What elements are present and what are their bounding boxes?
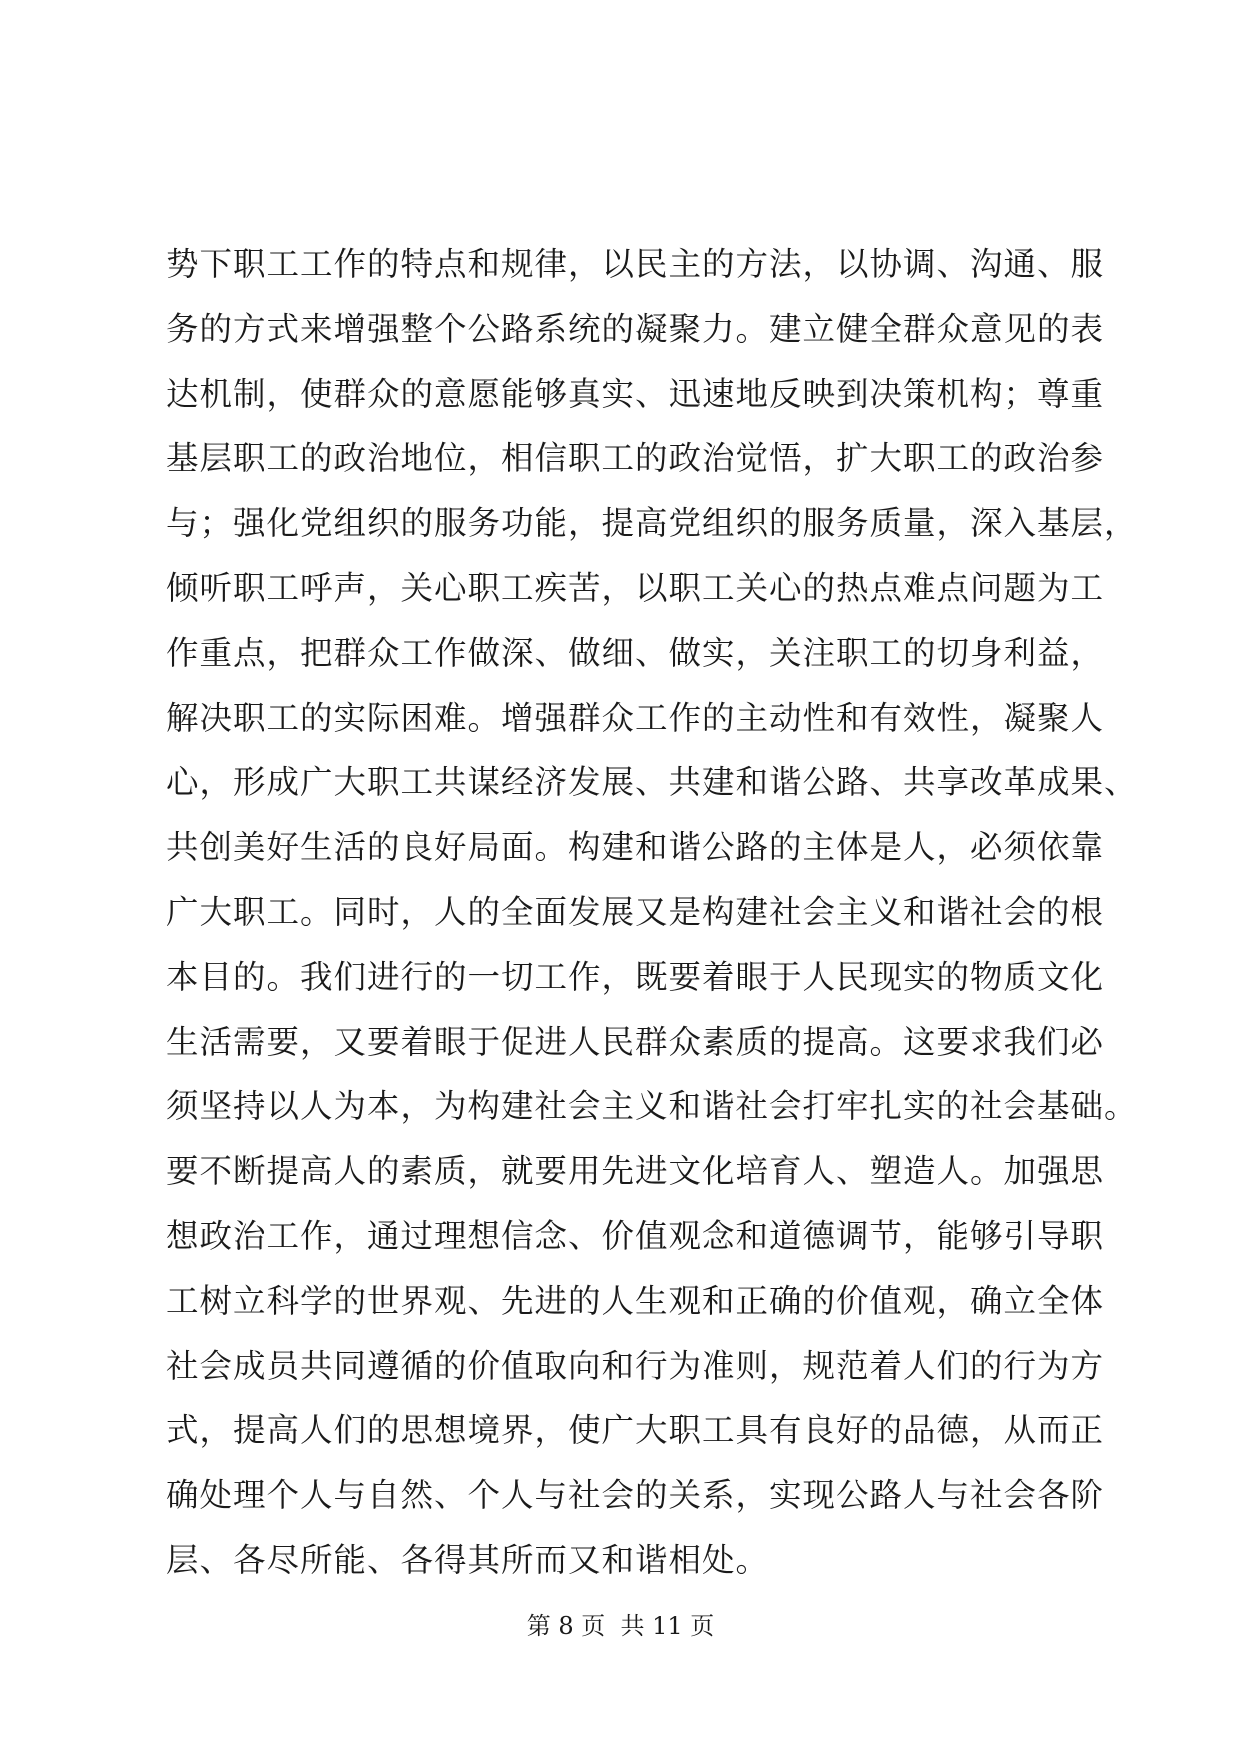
- text-line-7: 作重点，把群众工作做深、做细、做实，关注职工的切身利益，: [166, 633, 1105, 672]
- text-line-14: 须坚持以人为本，为构建社会主义和谐社会打牢扎实的社会基础。: [166, 1087, 1138, 1126]
- text-line-10: 共创美好生活的良好局面。构建和谐公路的主体是人，必须依靠: [166, 828, 1105, 867]
- text-line-18: 社会成员共同遵循的价值取向和行为准则，规范着人们的行为方: [166, 1346, 1105, 1385]
- page-footer: [0, 1606, 1241, 1641]
- text-line-20: 确处理个人与自然、个人与社会的关系，实现公路人与社会各阶: [166, 1476, 1105, 1515]
- text-line-13: 生活需要，又要着眼于促进人民群众素质的提高。这要求我们必: [166, 1022, 1105, 1061]
- text-line-5: 与；强化党组织的服务功能，提高党组织的服务质量，深入基层，: [166, 504, 1138, 543]
- text-line-17: 工树立科学的世界观、先进的人生观和正确的价值观，确立全体: [166, 1281, 1105, 1320]
- text-line-3: 达机制，使群众的意愿能够真实、迅速地反映到决策机构；尊重: [166, 374, 1105, 413]
- text-line-9: 心，形成广大职工共谋经济发展、共建和谐公路、共享改革成果、: [166, 763, 1138, 802]
- text-line-15: 要不断提高人的素质，就要用先进文化培育人、塑造人。加强思: [166, 1152, 1105, 1191]
- text-line-2: 务的方式来增强整个公路系统的凝聚力。建立健全群众意见的表: [166, 309, 1105, 348]
- text-line-1: 势下职工工作的特点和规律，以民主的方法，以协调、沟通、服: [166, 245, 1105, 283]
- text-line-11: 广大职工。同时，人的全面发展又是构建社会主义和谐社会的根: [166, 892, 1105, 931]
- text-line-12: 本目的。我们进行的一切工作，既要着眼于人民现实的物质文化: [166, 957, 1105, 996]
- text-line-4: 基层职工的政治地位，相信职工的政治觉悟，扩大职工的政治参: [166, 439, 1105, 478]
- text-line-16: 想政治工作，通过理想信念、价值观念和道德调节，能够引导职: [166, 1216, 1105, 1255]
- text-line-21: 层、各尽所能、各得其所而又和谐相处。: [166, 1540, 770, 1579]
- body-paragraph: [166, 232, 1138, 1593]
- text-line-8: 解决职工的实际困难。增强群众工作的主动性和有效性，凝聚人: [166, 698, 1105, 737]
- page-number: 第 8 页 共 11 页: [526, 1612, 715, 1640]
- text-line-6: 倾听职工呼声，关心职工疾苦，以职工关心的热点难点问题为工: [166, 568, 1105, 607]
- text-line-19: 式，提高人们的思想境界，使广大职工具有良好的品德，从而正: [166, 1411, 1105, 1450]
